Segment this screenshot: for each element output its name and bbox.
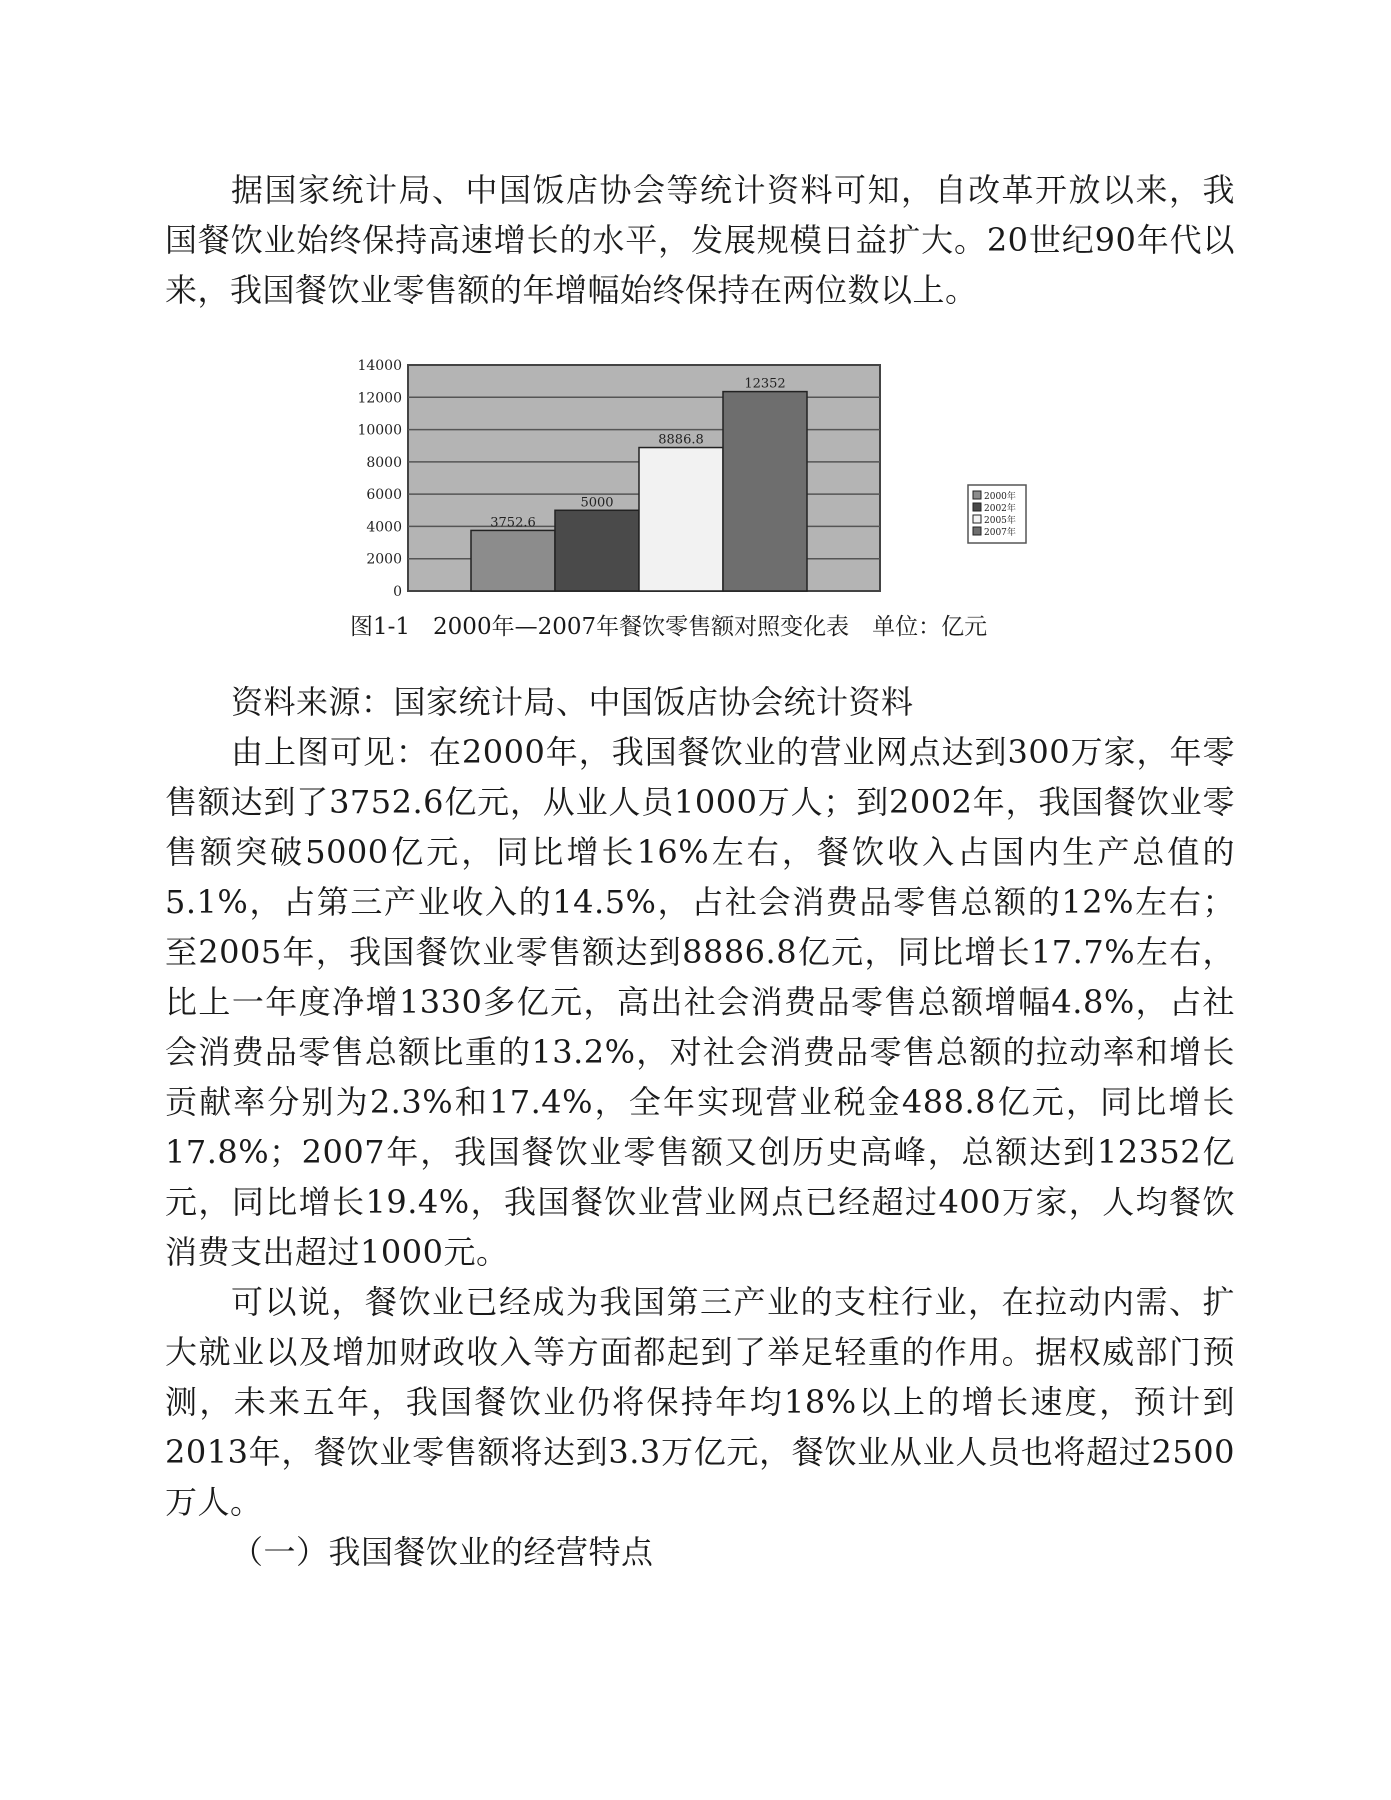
legend-label: 2005年 (984, 516, 1016, 526)
bar-2005年 (639, 448, 723, 591)
y-tick-label: 14000 (357, 358, 402, 374)
legend-swatch (973, 515, 981, 523)
bar-2007年 (723, 392, 807, 591)
legend-label: 2000年 (984, 492, 1016, 502)
bar-value-label: 12352 (744, 376, 786, 392)
conclusion-paragraph: 可以说，餐饮业已经成为我国第三产业的支柱行业，在拉动内需、扩大就业以及增加财政收入等方面都起到了举足轻重的作用。据权威部门预测，未来五年，我国餐饮业仍将保持年均18%以上的增长速度，预计到2013年，餐饮业零售额将达到3.3万亿元，餐饮业从业人员也将超过2500万人。 (165, 1283, 1235, 1521)
source-note: 资料来源：国家统计局、中国饭店协会统计资料 (231, 683, 914, 721)
intro-paragraph: 据国家统计局、中国饭店协会等统计资料可知，自改革开放以来，我国餐饮业始终保持高速增长的水平，发展规模日益扩大。20世纪90年代以来，我国餐饮业零售额的年增幅始终保持在两位数以上。 (165, 171, 1235, 309)
legend-swatch (973, 491, 981, 499)
y-tick-label: 8000 (366, 454, 402, 471)
legend-swatch (973, 503, 981, 511)
section-heading: （一）我国餐饮业的经营特点 (231, 1533, 654, 1571)
y-tick-label: 2000 (366, 551, 402, 568)
legend-swatch (973, 527, 981, 535)
y-tick-label: 10000 (357, 422, 402, 439)
bar-2000年 (471, 530, 555, 591)
y-tick-label: 4000 (366, 519, 402, 536)
figure-caption: 图1-1 2000年—2007年餐饮零售额对照变化表 单位：亿元 (350, 614, 988, 640)
y-tick-label: 12000 (357, 390, 402, 407)
bar-2002年 (555, 510, 639, 591)
bar-value-label: 5000 (580, 495, 614, 511)
analysis-paragraph: 由上图可见：在2000年，我国餐饮业的营业网点达到300万家，年零售额达到了3752.6亿元，从业人员1000万人；到2002年，我国餐饮业零售额突破5000亿元，同比增长16%左右，餐饮收入占国内生产总值的5.1%，占第三产业收入的14.5%，占社会消费品零售总额的12%左右；至2005年，我国餐饮业零售额达到8886.8亿元，同比增长17.7%左右，比上一年度净增1330多亿元，高出社会消费品零售总额增幅4.8%，占社会消费品零售总额比重的13.2%，对社会消费品零售总额的拉动率和增长贡献率分别为2.3%和17.4%，全年实现营业税金488.8亿元，同比增长17.8%；2007年，我国餐饮业零售额又创历史高峰，总额达到12352亿元，同比增长19.4%，我国餐饮业营业网点已经超过400万家，人均餐饮消费支出超过1000元。 (165, 733, 1235, 1271)
y-tick-label: 0 (393, 584, 402, 600)
bar-value-label: 3752.6 (490, 515, 536, 531)
y-tick-label: 6000 (366, 487, 402, 504)
legend-label: 2002年 (984, 504, 1016, 514)
legend-label: 2007年 (984, 528, 1016, 538)
retail-sales-bar-chart (330, 345, 1050, 610)
bar-value-label: 8886.8 (658, 432, 704, 448)
